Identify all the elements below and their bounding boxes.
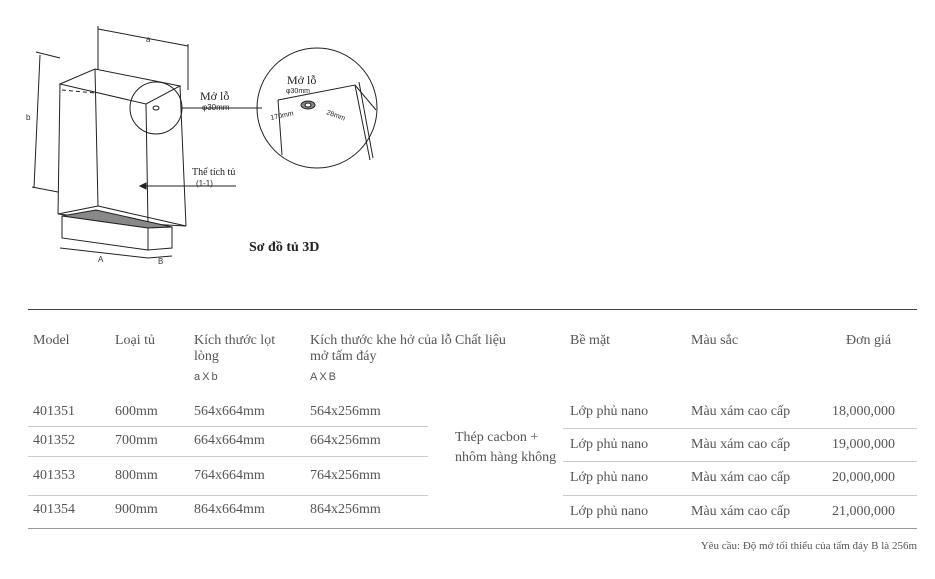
requirement-note: Yêu cầu: Độ mở tối thiểu của tấm đáy B là 256m — [700, 540, 917, 552]
cell-hole: 864x256mm — [310, 502, 381, 517]
header-hole-size-label: Kích thước khe hở của lỗ mở tấm đáy — [310, 333, 452, 364]
dim-label-A: A — [98, 255, 104, 264]
cell-hole: 664x256mm — [310, 433, 381, 448]
dim-label-B: B — [158, 257, 164, 266]
hole-title: Mở lỗ — [200, 89, 230, 103]
cabinet-drawing — [0, 0, 935, 280]
cell-model: 401351 — [33, 404, 75, 419]
cell-model: 401352 — [33, 433, 75, 448]
header-price: Đơn giá — [846, 333, 892, 348]
cell-color: Màu xám cao cấp — [691, 470, 791, 485]
cell-surface: Lớp phủ nano — [570, 504, 649, 519]
cell-inner: 864x664mm — [194, 502, 265, 517]
cell-price: 21,000,000 — [832, 504, 895, 519]
cell-price: 18,000,000 — [832, 404, 895, 419]
cell-inner: 564x664mm — [194, 404, 265, 419]
header-material: Chất liệu — [455, 333, 506, 348]
cabinet-3d-diagram — [0, 0, 935, 280]
row-divider — [563, 461, 917, 462]
header-hole-size — [310, 333, 460, 385]
header-inner-size-label: Kích thước lọt lòng — [194, 333, 276, 364]
cell-inner: 764x664mm — [194, 468, 265, 483]
zoom-dim2: 28mm — [325, 109, 346, 123]
cell-surface: Lớp phủ nano — [570, 437, 649, 452]
cell-color: Màu xám cao cấp — [691, 437, 791, 452]
cell-price: 20,000,000 — [832, 470, 895, 485]
row-divider — [28, 495, 428, 496]
row-divider — [563, 495, 917, 496]
cell-color: Màu xám cao cấp — [691, 504, 791, 519]
volume-label: Thể tích tủ — [192, 167, 236, 178]
cell-type: 800mm — [115, 468, 158, 483]
cell-model: 401353 — [33, 468, 75, 483]
header-inner-size — [194, 333, 284, 385]
row-divider — [28, 426, 428, 427]
cell-surface: Lớp phủ nano — [570, 404, 649, 419]
cell-model: 401354 — [33, 502, 75, 517]
header-type: Loại tủ — [115, 333, 156, 348]
zoom-title: Mở lỗ — [287, 73, 317, 87]
header-inner-size-sub: aXb — [194, 371, 220, 383]
cell-surface: Lớp phủ nano — [570, 470, 649, 485]
diagram-caption: Sơ đồ tủ 3D — [249, 240, 320, 255]
table-bottom-rule — [28, 528, 917, 529]
table-top-rule — [28, 309, 917, 310]
header-color: Màu sắc — [691, 333, 739, 348]
cell-material: Thép cacbon + nhôm hàng không — [455, 430, 557, 465]
cell-type: 600mm — [115, 404, 158, 419]
zoom-dim1: 170mm — [269, 110, 295, 122]
cell-hole: 564x256mm — [310, 404, 381, 419]
zoom-size: φ30mm — [286, 88, 310, 95]
row-divider — [28, 456, 428, 457]
cell-type: 900mm — [115, 502, 158, 517]
row-divider — [563, 428, 917, 429]
cell-type: 700mm — [115, 433, 158, 448]
cell-hole: 764x256mm — [310, 468, 381, 483]
header-hole-size-sub: AXB — [310, 371, 339, 383]
dim-label-a: a — [146, 35, 151, 44]
header-surface: Bề mặt — [570, 333, 611, 348]
cell-inner: 664x664mm — [194, 433, 265, 448]
header-model: Model — [33, 333, 70, 348]
volume-sub: (1-1) — [196, 179, 213, 188]
dim-label-b: b — [26, 113, 31, 122]
hole-size: φ30mm — [202, 103, 230, 112]
cell-price: 19,000,000 — [832, 437, 895, 452]
cell-color: Màu xám cao cấp — [691, 404, 791, 419]
